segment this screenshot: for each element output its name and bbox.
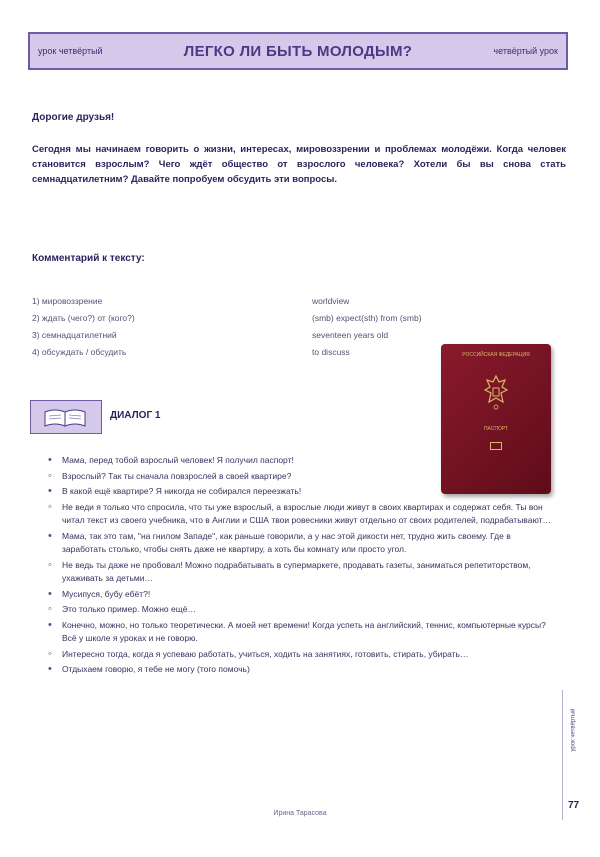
bullet-icon: • [48, 529, 52, 542]
dialog-line-text: Это только пример. Можно ещё… [62, 604, 196, 614]
greeting: Дорогие друзья! [32, 112, 115, 123]
footer-author: Ирина Тарасова [273, 810, 327, 817]
biometric-chip-icon [490, 442, 502, 450]
dialog-heading: ДИАЛОГ 1 [110, 410, 161, 421]
dialog-line [44, 619, 556, 646]
dialog-line-text: Интересно тогда, когда я успеваю работать, учиться, ходить на занятиях, готовить, стирать, убирать… [62, 648, 469, 659]
dialog-line [44, 485, 556, 499]
dialog-line-text: Не веди я только что спросила, что ты уже взрослый, а взрослые люди живут в своих квартирах и содержат себя. Ты вон читал текст из своего учебника, что в Англии и США твои ровесники живут отдельно от своих родителей, подрабатывают… [62, 501, 552, 525]
dialog-line [44, 530, 556, 557]
vocab-term: 1) мировоззрение [32, 296, 103, 306]
dialog-line [44, 588, 556, 602]
bullet-icon: ◦ [48, 558, 52, 571]
dialog-line [44, 648, 556, 662]
vocab-term: 4) обсуждать / обсудить [32, 347, 127, 357]
vocab-row [32, 313, 552, 330]
dialog-line [44, 501, 556, 528]
vocab-gloss: (smb) expect(sth) from (smb) [312, 313, 422, 323]
vocab-gloss: seventeen years old [312, 330, 389, 340]
lesson-title: ЛЕГКО ЛИ БЫТЬ МОЛОДЫМ? [183, 42, 413, 60]
bullet-icon: ◦ [48, 647, 52, 660]
bullet-icon: • [48, 454, 52, 466]
dialog-line-text: Взрослый? Так ты сначала повзрослей в своей квартире? [62, 470, 292, 481]
bullet-icon: • [48, 587, 52, 600]
side-lesson-text: урок четвёртый [571, 708, 577, 752]
passport-label: ПАСПОРТ [483, 426, 509, 432]
vocab-gloss: worldview [312, 296, 350, 306]
vocab-term: 3) семнадцатилетний [32, 330, 117, 340]
dialog-line [44, 454, 556, 468]
bullet-icon: • [48, 663, 52, 675]
dialog-line-text: Отдыхаем говорю, я тебе не могу (того помочь) [62, 664, 250, 674]
header-lesson-left: урок четвёртый [38, 46, 103, 56]
vocab-gloss: to discuss [312, 347, 350, 357]
vocab-term: 2) ждать (чего?) от (кого?) [32, 313, 135, 323]
bullet-icon: • [48, 485, 52, 497]
dialog-line-text: Мусипуся, бубу ебёт?! [62, 588, 151, 599]
open-book-icon [41, 406, 91, 428]
vocab-row [32, 296, 552, 313]
dialog-line [44, 603, 556, 617]
dialog-line-text: В какой ещё квартире? Я никогда не собирался переезжать! [62, 486, 302, 496]
header-lesson-right: четвёртый урок [493, 46, 558, 56]
lesson-header [28, 32, 568, 70]
double-headed-eagle-icon [481, 372, 511, 412]
dialog-line [44, 559, 556, 586]
dialog-line-text: Мама, так это там, "на гнилом Западе", как раньше говорили, а у нас этой дикости нет, трудно жить своему. Где в заработать столько, чтобы снять даже не квартиру, а хоть бы комнату или просто угол. [62, 530, 511, 554]
bullet-icon: ◦ [48, 603, 52, 615]
side-lesson-label [567, 690, 581, 770]
dialog-line [44, 663, 556, 677]
dialog-line-text: Мама, перед тобой взрослый человек! Я получил паспорт! [62, 455, 294, 465]
bullet-icon: • [48, 618, 52, 631]
dialog-line-text: Не ведь ты даже не пробовал! Можно подрабатывать в супермаркете, продавать газеты, заниматься репетиторством, ухаживать за детьми… [62, 559, 531, 583]
dialog-lines [44, 454, 556, 679]
bullet-icon: ◦ [48, 469, 52, 482]
margin-divider [562, 690, 563, 820]
page-number: 77 [568, 800, 580, 811]
dialog-line [44, 470, 556, 484]
comment-heading: Комментарий к тексту: [32, 253, 145, 264]
bullet-icon: ◦ [48, 500, 52, 513]
dialog-line-text: Конечно, можно, но только теоретически. А моей нет времени! Когда успеть на английский, теннис, компьютерные курсы? Всё у школе я уроках и не говорю. [62, 619, 546, 643]
dialog-book-icon [30, 400, 102, 434]
passport-country-text: РОССИЙСКАЯ ФЕДЕРАЦИЯ [462, 352, 530, 358]
intro-paragraph: Сегодня мы начинаем говорить о жизни, интересах, мировоззрении и проблемах молодёжи. Когда человек становится взрослым? Чего ждёт общество от взрослого человека? Хотели бы вы снова стать семнадцатилетним? Давайте попробуем обсудить эти вопросы. [32, 144, 566, 185]
